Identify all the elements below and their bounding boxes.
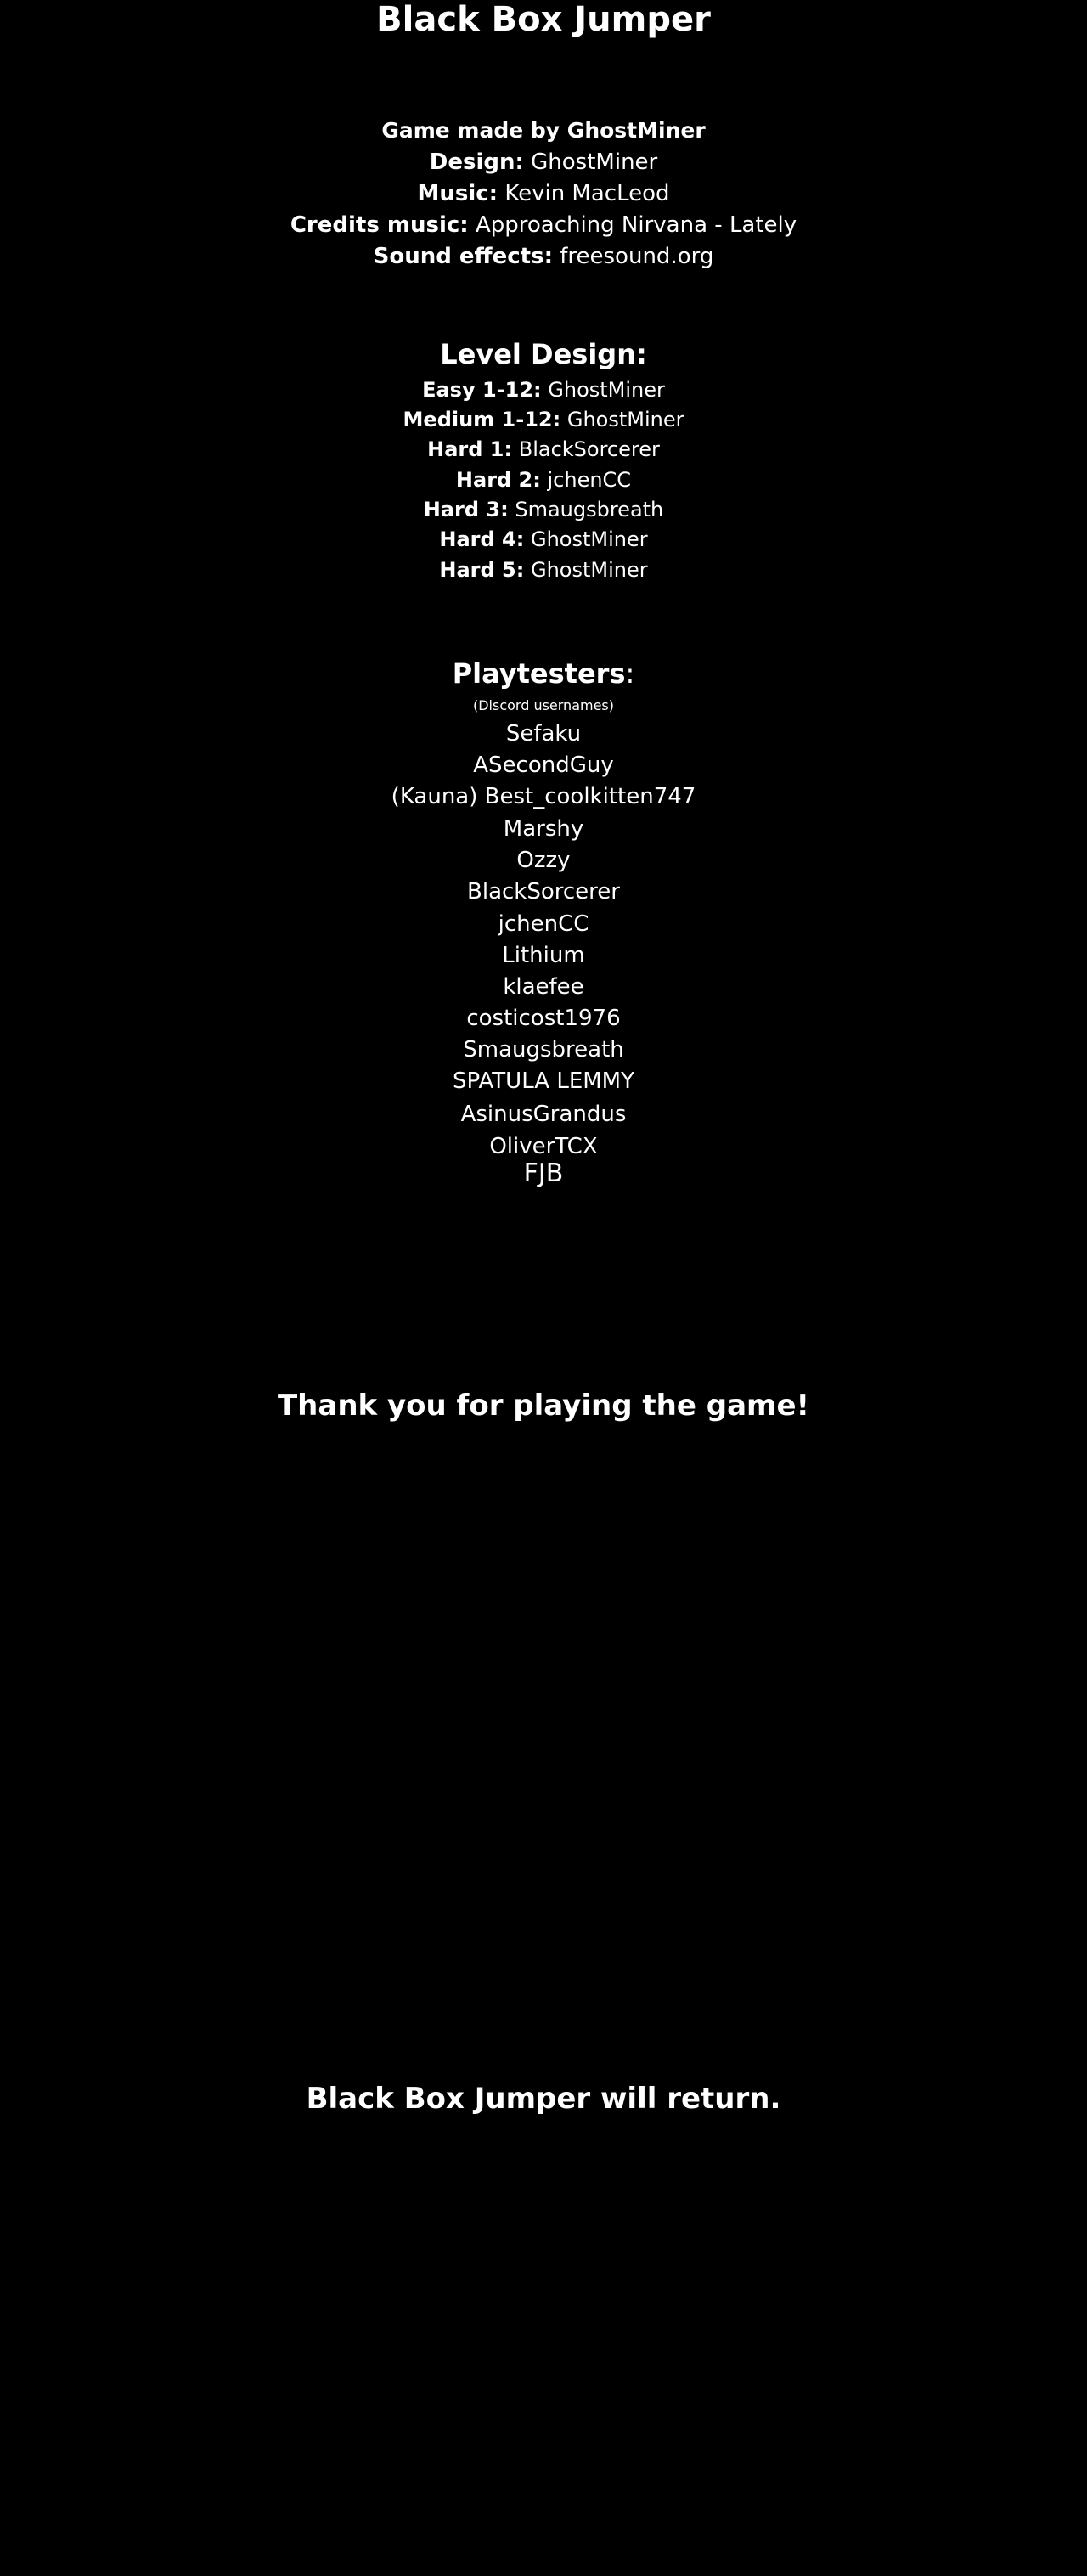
- playtester-name: OliverTCX: [489, 1134, 598, 1159]
- level-design-heading: Level Design:: [440, 338, 647, 370]
- level-row-label: Hard 2:: [455, 468, 541, 492]
- credits-music-label: Credits music:: [290, 212, 469, 238]
- playtester-name: Ozzy: [516, 848, 571, 873]
- design-label: Design:: [429, 149, 524, 175]
- level-row-label: Hard 1:: [427, 437, 513, 461]
- return-message: Black Box Jumper will return.: [306, 2082, 781, 2116]
- level-row-label: Hard 3:: [423, 498, 509, 521]
- playtesters-heading: [0, 658, 1087, 690]
- playtester-name: AsinusGrandus: [460, 1102, 627, 1127]
- level-row-value: jchenCC: [547, 468, 632, 492]
- level-row-value: BlackSorcerer: [518, 437, 660, 461]
- made-by-credit: Game made by GhostMiner: [381, 118, 706, 143]
- thanks-message: Thank you for playing the game!: [277, 1389, 810, 1423]
- level-design-row: [0, 469, 1087, 493]
- sound-effects-credit: [0, 245, 1087, 270]
- level-row-label: Hard 5:: [439, 558, 525, 582]
- level-design-row: [0, 438, 1087, 462]
- playtester-name-last: FJB: [523, 1158, 564, 1188]
- design-value: GhostMiner: [531, 149, 658, 175]
- playtester-name: costicost1976: [466, 1006, 621, 1031]
- level-row-label: Easy 1-12:: [422, 378, 542, 402]
- sound-effects-label: Sound effects:: [373, 244, 553, 269]
- playtesters-heading-text: Playtesters: [452, 657, 626, 690]
- music-value: Kevin MacLeod: [504, 181, 670, 206]
- playtester-name: Lithium: [502, 943, 585, 968]
- playtester-name: jchenCC: [498, 911, 589, 937]
- music-label: Music:: [417, 181, 498, 206]
- playtester-name: (Kauna) Best_coolkitten747: [391, 784, 696, 809]
- level-row-value: GhostMiner: [566, 408, 684, 431]
- design-credit: [0, 150, 1087, 176]
- credits-music-credit: [0, 213, 1087, 239]
- level-row-value: GhostMiner: [530, 527, 648, 551]
- level-row-value: GhostMiner: [530, 558, 648, 582]
- playtester-name: Marshy: [503, 816, 584, 842]
- level-row-label: Medium 1-12:: [403, 408, 561, 431]
- sound-effects-value: freesound.org: [560, 244, 714, 269]
- level-design-row: [0, 528, 1087, 552]
- playtester-name: SPATULA LEMMY: [453, 1068, 634, 1094]
- playtesters-note: (Discord usernames): [472, 697, 615, 713]
- playtester-name: klaefee: [503, 974, 584, 1000]
- level-row-label: Hard 4:: [439, 527, 525, 551]
- level-design-row: [0, 559, 1087, 583]
- level-design-row: [0, 379, 1087, 403]
- playtester-name: ASecondGuy: [473, 753, 614, 778]
- music-credit: [0, 182, 1087, 207]
- playtesters-heading-colon: :: [625, 657, 635, 690]
- playtester-name: BlackSorcerer: [467, 879, 620, 905]
- playtester-name: Sefaku: [505, 721, 582, 747]
- level-design-row: [0, 409, 1087, 432]
- level-design-row: [0, 499, 1087, 522]
- level-row-value: Smaugsbreath: [515, 498, 664, 521]
- credits-music-value: Approaching Nirvana - Lately: [475, 212, 797, 238]
- level-row-value: GhostMiner: [548, 378, 665, 402]
- game-title: Black Box Jumper: [376, 0, 711, 39]
- playtester-name: Smaugsbreath: [463, 1037, 624, 1063]
